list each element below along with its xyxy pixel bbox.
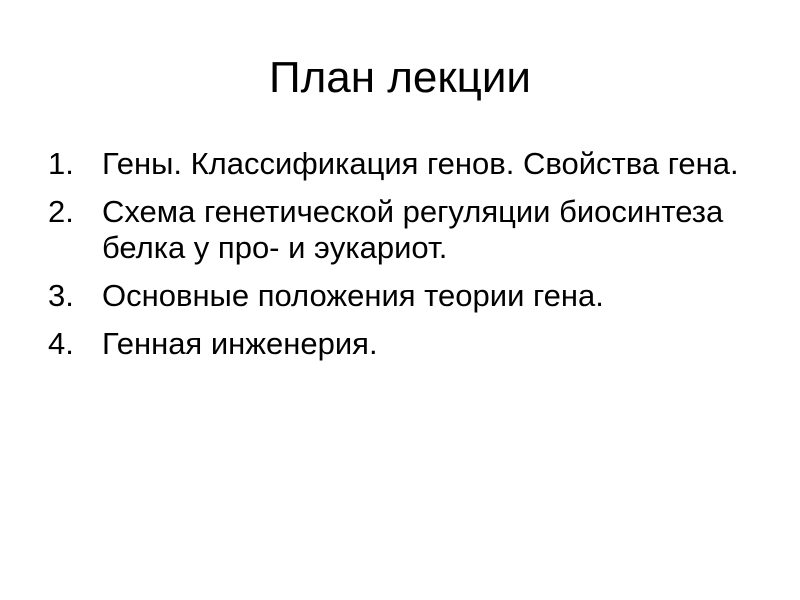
item-number: 4.	[48, 326, 74, 361]
item-text: Генная инженерия.	[102, 326, 378, 361]
item-text: Схема генетической регуляции биосинтеза белка у про- и эукариот.	[102, 194, 724, 265]
item-number: 1.	[48, 146, 74, 181]
item-number: 2.	[48, 194, 74, 229]
list-item	[40, 326, 760, 362]
item-text: Гены. Классификация генов. Свойства гена.	[102, 146, 739, 181]
list-item	[40, 278, 760, 314]
item-number: 3.	[48, 278, 74, 313]
lecture-plan-list	[40, 146, 760, 374]
item-text: Основные положения теории гена.	[102, 278, 604, 313]
slide-title: План лекции	[268, 53, 532, 102]
list-item	[40, 194, 760, 266]
list-item	[40, 146, 760, 182]
